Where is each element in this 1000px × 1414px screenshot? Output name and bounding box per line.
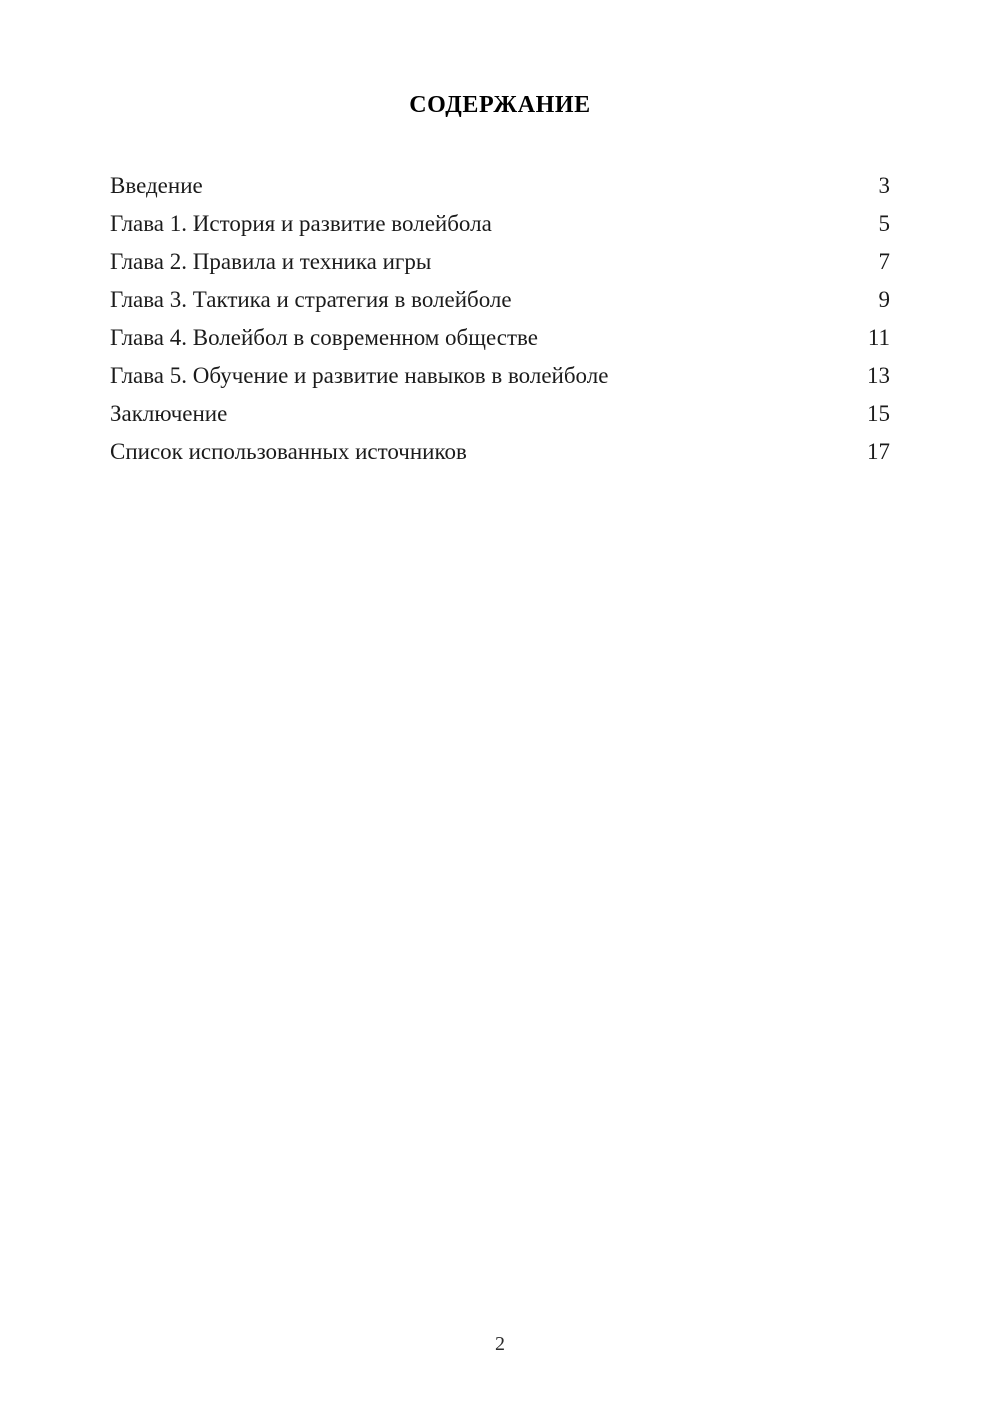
toc-item[interactable] bbox=[110, 281, 890, 319]
toc-item[interactable] bbox=[110, 205, 890, 243]
toc-item-title: Введение bbox=[110, 173, 203, 198]
toc-item-page: 9 bbox=[878, 287, 890, 312]
toc-item-page: 17 bbox=[867, 439, 890, 464]
toc-item-page: 15 bbox=[867, 401, 890, 426]
toc-item-title: Глава 1. История и развитие волейбола bbox=[110, 211, 492, 236]
table-of-contents bbox=[110, 167, 890, 471]
toc-item-page: 3 bbox=[878, 173, 890, 198]
toc-item-title: Глава 3. Тактика и стратегия в волейболе bbox=[110, 287, 512, 312]
toc-item-title: Список использованных источников bbox=[110, 439, 467, 464]
toc-item[interactable] bbox=[110, 243, 890, 281]
toc-item-page: 11 bbox=[867, 325, 890, 350]
toc-item[interactable] bbox=[110, 167, 890, 205]
toc-item-page: 7 bbox=[878, 249, 890, 274]
toc-item[interactable] bbox=[110, 433, 890, 471]
toc-item[interactable] bbox=[110, 395, 890, 433]
page-title: СОДЕРЖАНИЕ bbox=[409, 92, 591, 118]
toc-item-title: Глава 4. Волейбол в современном обществе bbox=[110, 325, 538, 350]
toc-item-page: 5 bbox=[878, 211, 890, 236]
toc-item-title: Заключение bbox=[110, 401, 228, 426]
page-footer-number: 2 bbox=[495, 1333, 505, 1355]
toc-item-title: Глава 5. Обучение и развитие навыков в волейболе bbox=[110, 363, 609, 388]
toc-item[interactable] bbox=[110, 357, 890, 395]
toc-item-title: Глава 2. Правила и техника игры bbox=[110, 249, 432, 274]
toc-item[interactable] bbox=[110, 319, 890, 357]
toc-item-page: 13 bbox=[867, 363, 890, 388]
